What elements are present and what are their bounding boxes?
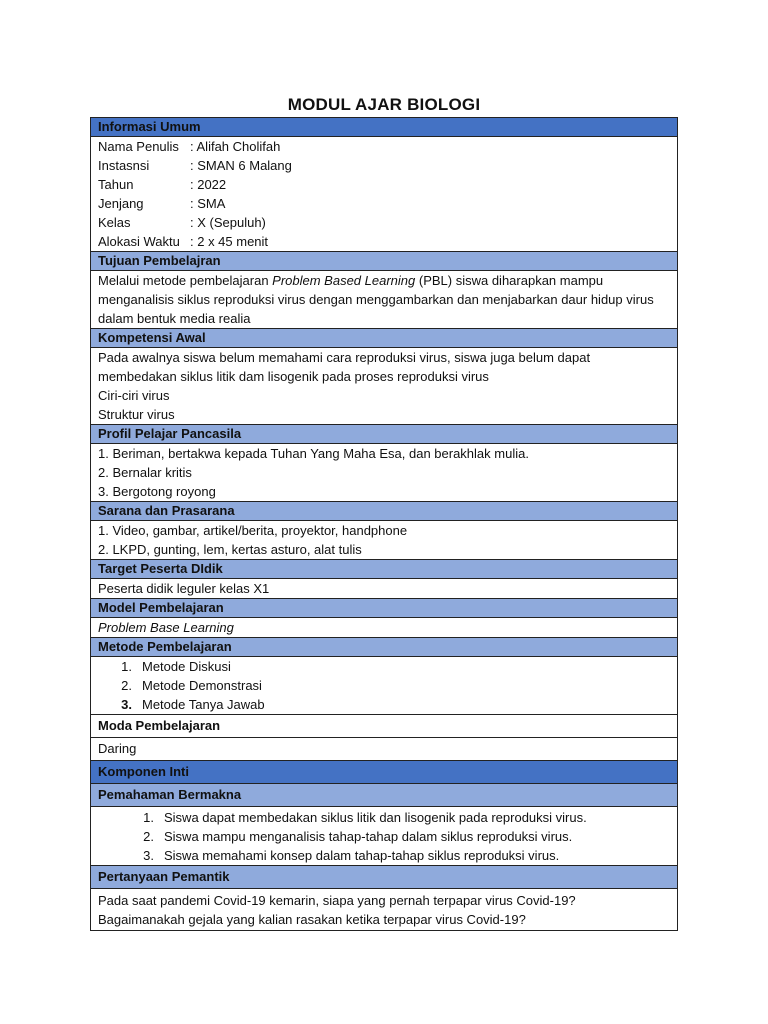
module-table: [90, 117, 678, 931]
section-header-profil: [91, 425, 678, 444]
model-text: Problem Base Learning: [91, 618, 678, 638]
info-row-alokasi: Alokasi Waktu : 2 x 45 menit: [98, 234, 269, 249]
profil-line: 1. Beriman, bertakwa kepada Tuhan Yang Maha Esa, dan berakhlak mulia.: [98, 446, 529, 461]
section-body-model: [91, 618, 678, 638]
info-row-instansi: Instasnsi : SMAN 6 Malang: [98, 158, 292, 173]
section-header-sarana: [91, 502, 678, 521]
sarana-line: 2. LKPD, gunting, lem, kertas asturo, alat tulis: [98, 542, 362, 557]
section-body-metode: [91, 657, 678, 715]
section-title: Target Peserta DIdik: [91, 560, 678, 579]
info-row-penulis: Nama Penulis : Alifah Cholifah: [98, 139, 281, 154]
section-body-informasi-umum: [91, 137, 678, 252]
section-title: Pertanyaan Pemantik: [91, 866, 678, 889]
section-header-target: [91, 560, 678, 579]
section-body-kompetensi: [91, 348, 678, 425]
section-title: Metode Pembelajaran: [91, 638, 678, 657]
list-item: 2. Siswa mampu menganalisis tahap-tahap dalam siklus reproduksi virus.: [143, 829, 573, 844]
list-item: 1. Metode Diskusi: [121, 659, 231, 674]
section-header-tujuan: [91, 252, 678, 271]
section-header-moda: [91, 715, 678, 738]
section-header-komponen-inti: [91, 761, 678, 784]
list-item: 1. Siswa dapat membedakan siklus litik dan lisogenik pada reproduksi virus.: [143, 810, 587, 825]
section-body-profil: [91, 444, 678, 502]
info-row-kelas: Kelas : X (Sepuluh): [98, 215, 266, 230]
document-title: MODUL AJAR BIOLOGI: [287, 95, 481, 114]
kompetensi-line: Struktur virus: [98, 407, 175, 422]
profil-line: 3. Bergotong royong: [98, 484, 216, 499]
tujuan-text: Melalui metode pembelajaran Problem Based Learning (PBL) siswa diharapkan mampu menganalisis siklus reproduksi virus dengan menggambarkan dan menjabarkan daur hidup virus dalam bentuk media realia: [91, 271, 678, 329]
section-title: Informasi Umum: [91, 118, 678, 137]
section-header-model: [91, 599, 678, 618]
pertanyaan-line: Pada saat pandemi Covid-19 kemarin, siapa yang pernah terpapar virus Covid-19?: [98, 893, 576, 908]
section-title: Pemahaman Bermakna: [91, 784, 678, 807]
moda-text: Daring: [91, 738, 678, 761]
section-header-pertanyaan: [91, 866, 678, 889]
list-item: 2. Metode Demonstrasi: [121, 678, 262, 693]
section-body-target: [91, 579, 678, 599]
list-item: 3. Siswa memahami konsep dalam tahap-tahap siklus reproduksi virus.: [143, 848, 560, 863]
info-row-jenjang: Jenjang : SMA: [98, 196, 226, 211]
section-title: Model Pembelajaran: [91, 599, 678, 618]
profil-line: 2. Bernalar kritis: [98, 465, 192, 480]
target-text: Peserta didik leguler kelas X1: [91, 579, 678, 599]
section-title: Sarana dan Prasarana: [91, 502, 678, 521]
kompetensi-line: Ciri-ciri virus: [98, 388, 170, 403]
section-title: Tujuan Pembelajran: [91, 252, 678, 271]
section-body-tujuan: [91, 271, 678, 329]
section-header-informasi-umum: [91, 118, 678, 137]
section-body-pemahaman: [91, 807, 678, 866]
section-title: Kompetensi Awal: [91, 329, 678, 348]
pemahaman-list: [98, 808, 670, 865]
section-title: Profil Pelajar Pancasila: [91, 425, 678, 444]
section-title: Moda Pembelajaran: [91, 715, 678, 738]
info-row-tahun: Tahun : 2022: [98, 177, 227, 192]
sarana-line: 1. Video, gambar, artikel/berita, proyektor, handphone: [98, 523, 408, 538]
pertanyaan-line: Bagaimanakah gejala yang kalian rasakan ketika terpapar virus Covid-19?: [98, 912, 526, 927]
section-header-pemahaman: [91, 784, 678, 807]
section-body-sarana: [91, 521, 678, 560]
kompetensi-line: Pada awalnya siswa belum memahami cara reproduksi virus, siswa juga belum dapat membedakan siklus litik dam lisogenik pada proses reproduksi virus: [98, 350, 591, 384]
list-item: 3. Metode Tanya Jawab: [121, 697, 265, 712]
section-title: Komponen Inti: [91, 761, 678, 784]
section-header-metode: [91, 638, 678, 657]
section-body-moda: [91, 738, 678, 761]
metode-list: [98, 657, 670, 714]
section-header-kompetensi: [91, 329, 678, 348]
section-body-pertanyaan: [91, 889, 678, 931]
